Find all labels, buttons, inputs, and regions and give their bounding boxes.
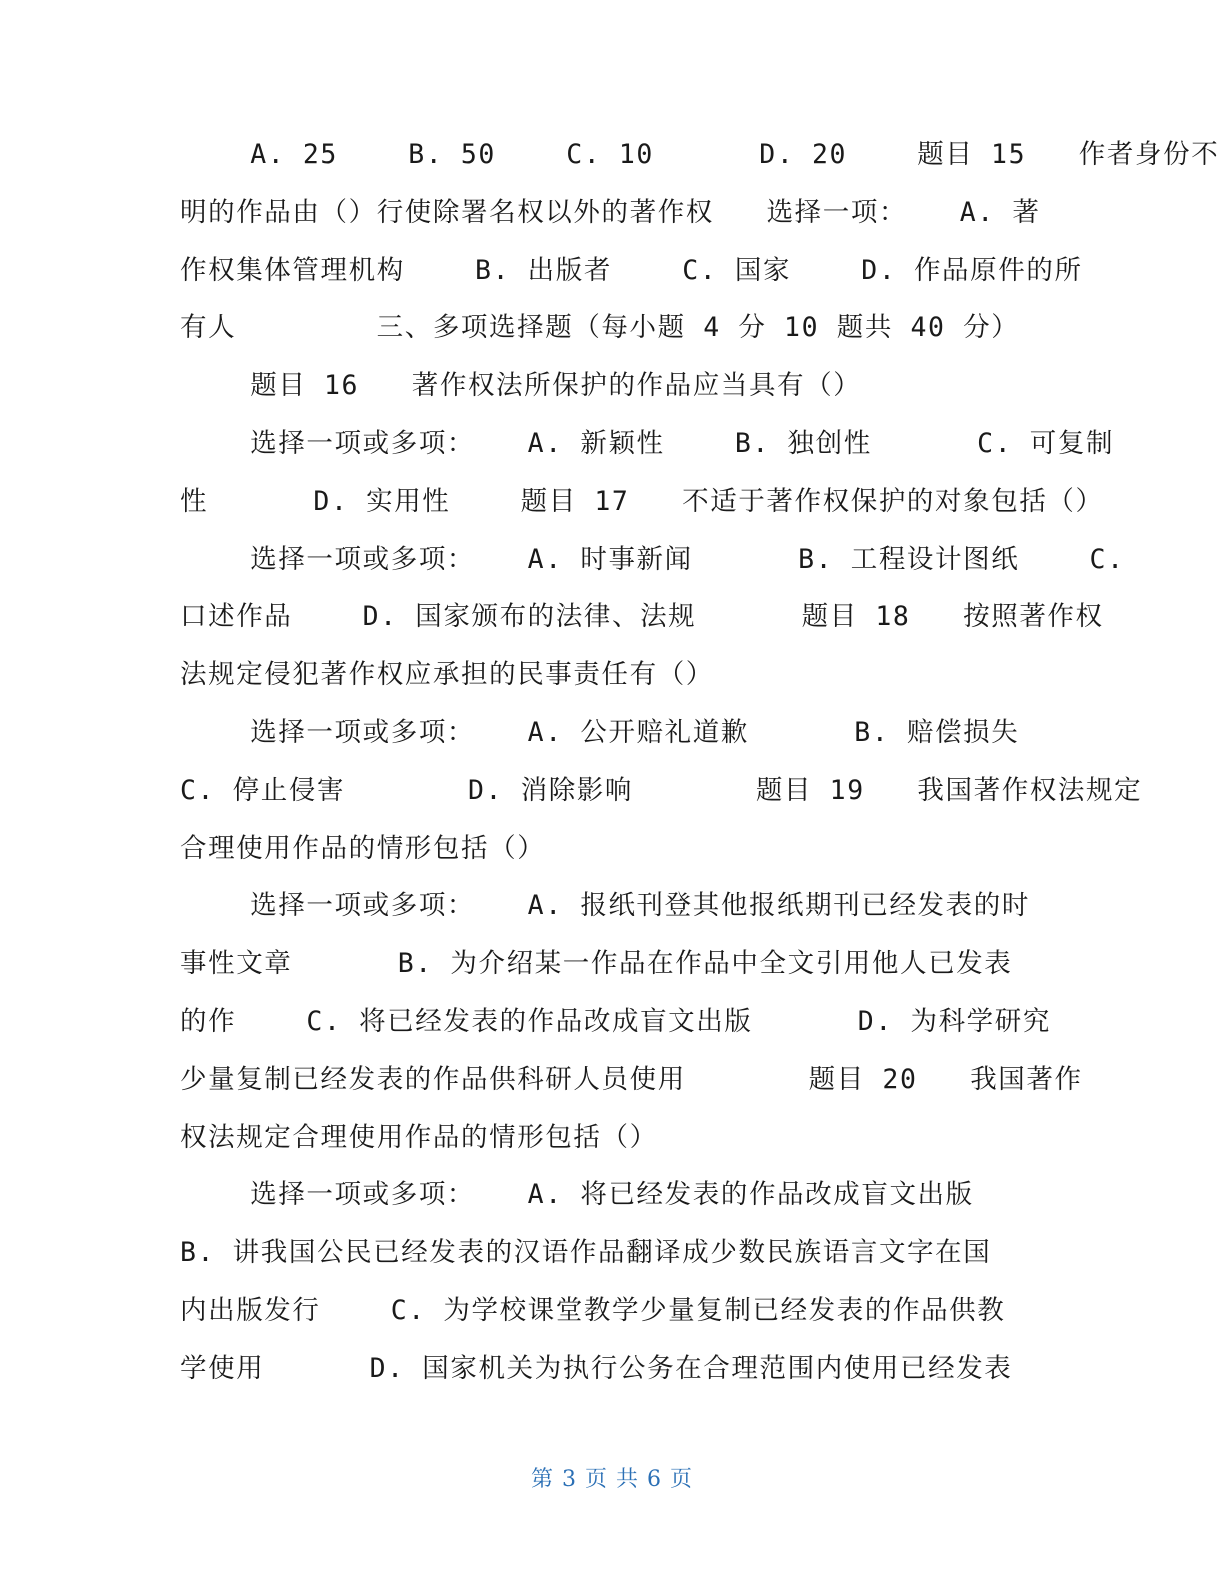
text-line: 法规定侵犯著作权应承担的民事责任有（） — [180, 659, 714, 691]
text-line: 明的作品由（）行使除署名权以外的著作权 选择一项： A. 著 — [180, 196, 1041, 228]
text-line: 事性文章 B. 为介绍某一作品在作品中全文引用他人已发表 — [180, 948, 1013, 980]
text-line: 选择一项或多项： A. 时事新闻 B. 工程设计图纸 C. — [180, 543, 1125, 575]
text-line: 有人 三、多项选择题（每小题 4 分 10 题共 40 分） — [180, 312, 1020, 344]
text-line: 口述作品 D. 国家颁布的法律、法规 题目 18 按照著作权 — [180, 601, 1104, 633]
text-line: 选择一项或多项： A. 新颖性 B. 独创性 C. 可复制 — [180, 427, 1115, 459]
text-line: 权法规定合理使用作品的情形包括（） — [180, 1121, 658, 1153]
page-number-footer: 第 3 页 共 6 页 — [531, 1467, 693, 1492]
text-line: C. 停止侵害 D. 消除影响 题目 19 我国著作权法规定 — [180, 774, 1143, 806]
text-line: 选择一项或多项： A. 公开赔礼道歉 B. 赔偿损失 — [180, 716, 1020, 748]
text-line: 性 D. 实用性 题目 17 不适于著作权保护的对象包括（） — [180, 485, 1104, 517]
text-line: 选择一项或多项： A. 将已经发表的作品改成盲文出版 — [180, 1179, 974, 1211]
text-line: A. 25 B. 50 C. 10 D. 20 题目 15 作者身份不 — [180, 139, 1220, 170]
text-line: 学使用 D. 国家机关为执行公务在合理范围内使用已经发表 — [180, 1352, 1013, 1384]
document-body — [180, 126, 1220, 1398]
text-line: 少量复制已经发表的作品供科研人员使用 题目 20 我国著作 — [180, 1063, 1083, 1095]
text-line: 的作 C. 将已经发表的作品改成盲文出版 D. 为科学研究 — [180, 1005, 1051, 1037]
text-line: 合理使用作品的情形包括（） — [180, 832, 546, 864]
text-line: 选择一项或多项： A. 报纸刊登其他报纸期刊已经发表的时 — [180, 890, 1030, 922]
text-line: 题目 16 著作权法所保护的作品应当具有（） — [180, 370, 862, 402]
text-line: 作权集体管理机构 B. 出版者 C. 国家 D. 作品原件的所 — [180, 254, 1083, 286]
text-line: 内出版发行 C. 为学校课堂教学少量复制已经发表的作品供教 — [180, 1294, 1006, 1326]
text-line: B. 讲我国公民已经发表的汉语作品翻译成少数民族语言文字在国 — [180, 1237, 992, 1269]
